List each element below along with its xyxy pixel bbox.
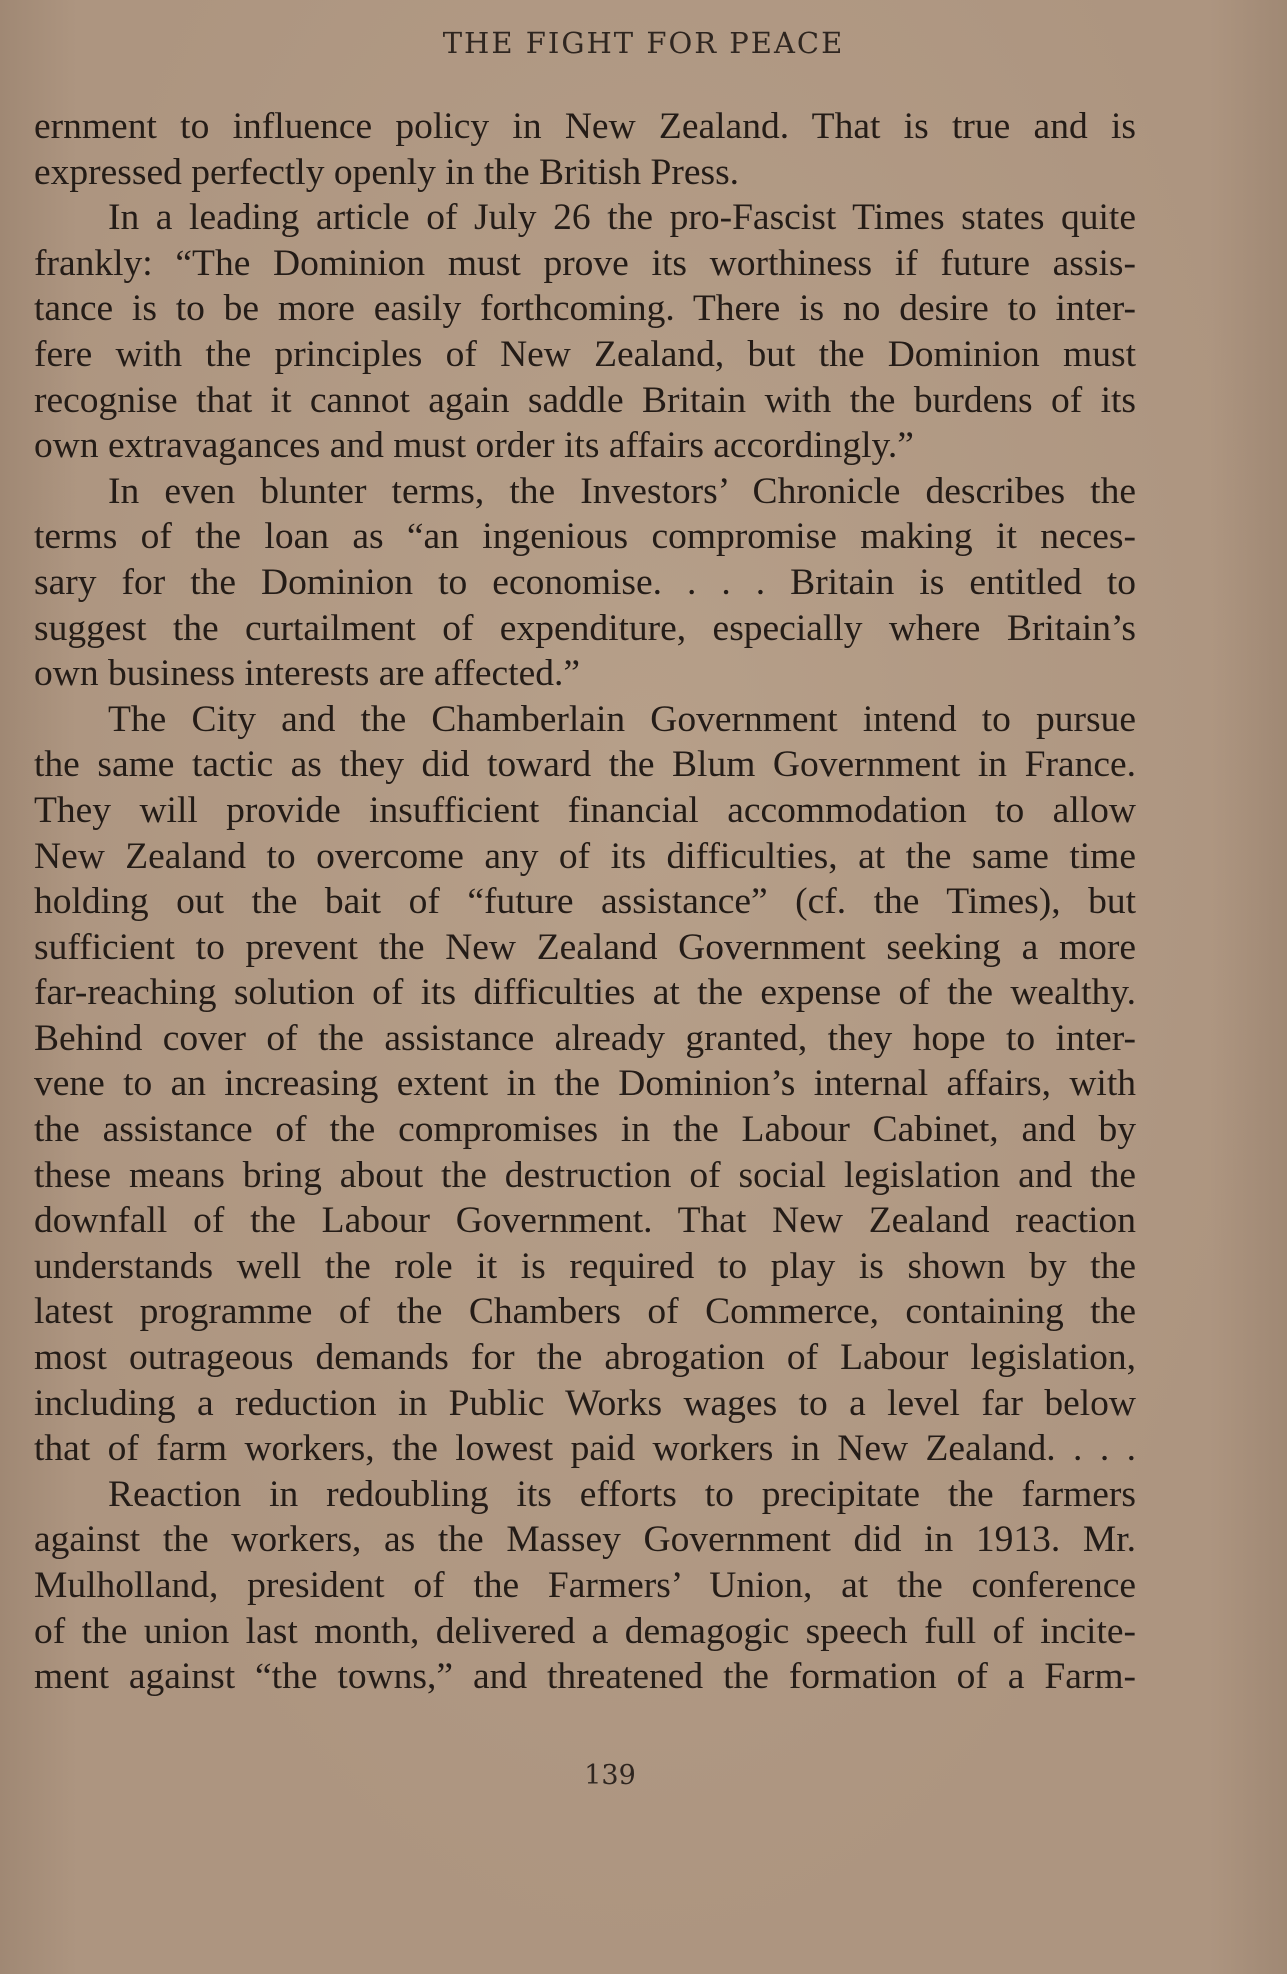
text-line: terms of the loan as “an ingenious compromise making it neces- (34, 516, 1136, 558)
text-line: sary for the Dominion to economise. . . . Britain is entitled to (34, 561, 1136, 603)
text-line: of the union last month, delivered a demagogic speech full of incite- (34, 1610, 1136, 1652)
text-line: suggest the curtailment of expenditure, especially where Britain’s (34, 607, 1136, 649)
text-line: sufficient to prevent the New Zealand Government seeking a more (34, 926, 1136, 968)
text-line: recognise that it cannot again saddle Britain with the burdens of its (34, 379, 1136, 421)
text-line: latest programme of the Chambers of Commerce, containing the (34, 1291, 1136, 1333)
text-line: these means bring about the destruction of social legislation and the (34, 1154, 1136, 1196)
text-line: Mulholland, president of the Farmers’ Union, at the conference (34, 1565, 1136, 1606)
text-line: understands well the role it is required to play is shown by the (34, 1245, 1136, 1287)
text-line: expressed perfectly openly in the British Press. (34, 151, 740, 193)
text-line: holding out the bait of “future assistance” (cf. the Times), but (34, 881, 1136, 923)
text-line: far-reaching solution of its difficulties at the expense of the wealthy. (34, 972, 1136, 1014)
text-line: own business interests are affected.” (34, 653, 580, 695)
text-line: tance is to be more easily forthcoming. There is no desire to inter- (34, 288, 1136, 330)
text-line: own extravagances and must order its affairs accordingly.” (34, 425, 914, 467)
page-number: 139 (584, 1760, 636, 1791)
text-line: frankly: “The Dominion must prove its worthiness if future assis- (34, 242, 1136, 284)
text-line: against the workers, as the Massey Government did in 1913. Mr. (34, 1519, 1136, 1561)
text-line: The City and the Chamberlain Government intend to pursue (108, 698, 1136, 740)
text-line: fere with the principles of New Zealand, but the Dominion must (34, 333, 1136, 375)
text-line: New Zealand to overcome any of its difficulties, at the same time (34, 835, 1136, 877)
text-line: Reaction in redoubling its efforts to precipitate the farmers (108, 1473, 1136, 1515)
text-line: the assistance of the compromises in the Labour Cabinet, and by (34, 1109, 1136, 1151)
text-line: ment against “the towns,” and threatened the formation of a Farm- (34, 1656, 1136, 1698)
text-line: Behind cover of the assistance already granted, they hope to inter- (34, 1017, 1136, 1059)
text-line: downfall of the Labour Government. That New Zealand reaction (34, 1200, 1136, 1242)
text-line: They will provide insufficient financial accommodation to allow (34, 789, 1136, 831)
text-line: vene to an increasing extent in the Dominion’s internal affairs, with (34, 1063, 1136, 1105)
text-line: ernment to influence policy in New Zealand. That is true and is (34, 106, 1136, 147)
running-head: THE FIGHT FOR PEACE (442, 26, 845, 60)
text-line: that of farm workers, the lowest paid workers in New Zealand. . . . (34, 1428, 1136, 1470)
text-line: the same tactic as they did toward the Blum Government in France. (34, 744, 1136, 786)
text-line: In a leading article of July 26 the pro-Fascist Times states quite (108, 197, 1136, 239)
text-line: In even blunter terms, the Investors’ Chronicle describes the (108, 470, 1136, 512)
text-line: including a reduction in Public Works wages to a level far below (34, 1382, 1136, 1424)
text-line: most outrageous demands for the abrogation of Labour legislation, (34, 1337, 1136, 1379)
body-text (34, 104, 1136, 1700)
